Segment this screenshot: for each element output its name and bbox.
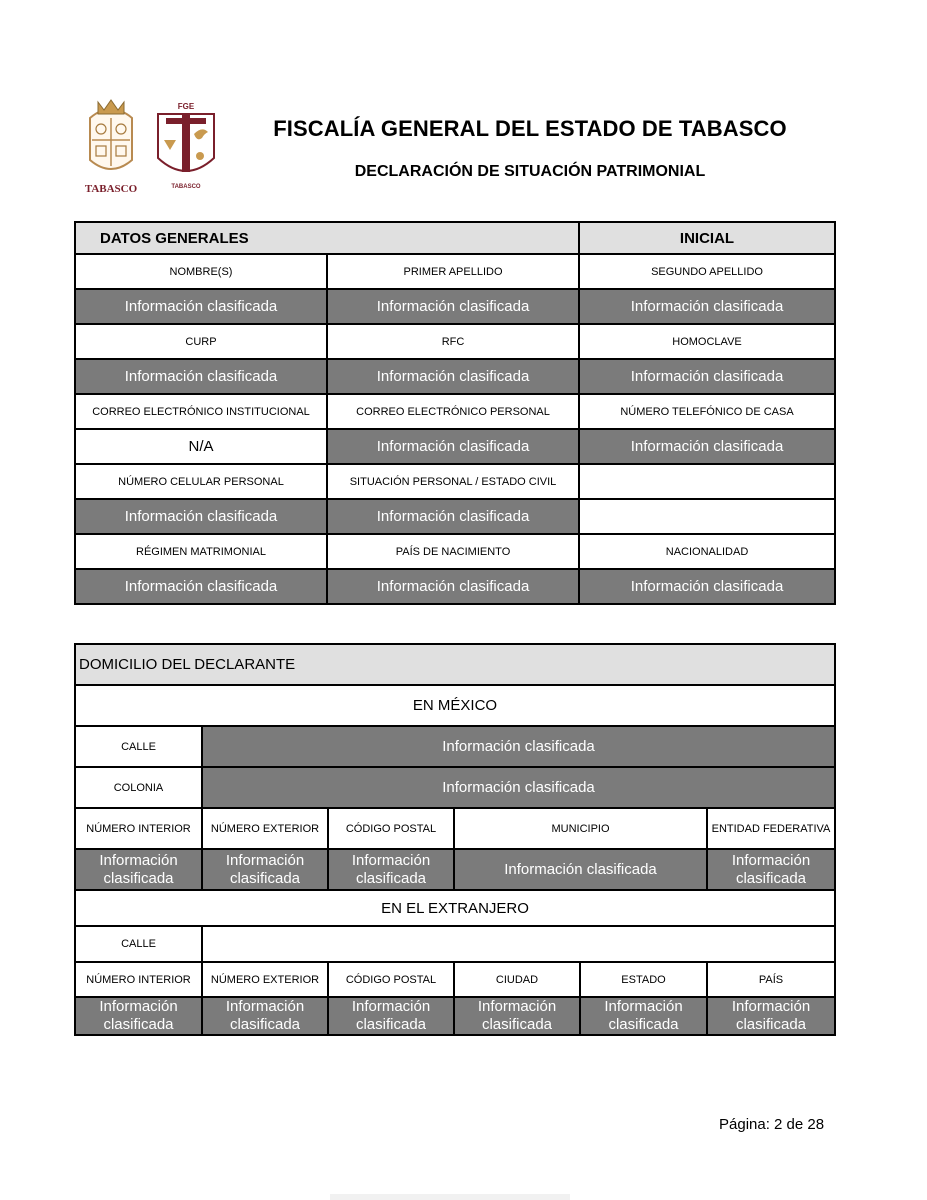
field-label: NÚMERO INTERIOR xyxy=(75,808,202,849)
field-value: Información clasificada xyxy=(327,359,579,394)
field-label: CÓDIGO POSTAL xyxy=(328,808,454,849)
field-label: NOMBRE(S) xyxy=(75,254,327,289)
field-value: Información clasificada xyxy=(202,767,835,808)
field-value: Información clasificada xyxy=(75,359,327,394)
empty-cell xyxy=(579,464,835,499)
footer-divider xyxy=(330,1194,570,1200)
field-value: Información clasificada xyxy=(579,569,835,604)
svg-text:TABASCO: TABASCO xyxy=(84,183,138,195)
field-value: Información clasificada xyxy=(579,429,835,464)
svg-text:FGE: FGE xyxy=(177,102,195,111)
field-value: Información clasificada xyxy=(327,289,579,324)
field-value xyxy=(202,926,835,962)
field-value: Información clasificada xyxy=(75,849,202,890)
field-label: ESTADO xyxy=(580,962,707,997)
field-label: CÓDIGO POSTAL xyxy=(328,962,454,997)
subsection-title: EN EL EXTRANJERO xyxy=(75,890,835,926)
field-label: ENTIDAD FEDERATIVA xyxy=(707,808,835,849)
field-label: CORREO ELECTRÓNICO PERSONAL xyxy=(327,394,579,429)
field-label: CALLE xyxy=(75,926,202,962)
field-value: Información clasificada xyxy=(454,849,707,890)
field-value: Información clasificada xyxy=(202,849,328,890)
field-value: Información clasificada xyxy=(328,849,454,890)
field-value: Información clasificada xyxy=(579,359,835,394)
field-label: NACIONALIDAD xyxy=(579,534,835,569)
fge-logo xyxy=(152,100,220,192)
field-value: Información clasificada xyxy=(202,726,835,767)
field-value: Información clasificada xyxy=(327,499,579,534)
field-label: NÚMERO INTERIOR xyxy=(75,962,202,997)
field-label: HOMOCLAVE xyxy=(579,324,835,359)
field-label: SITUACIÓN PERSONAL / ESTADO CIVIL xyxy=(327,464,579,499)
field-label: MUNICIPIO xyxy=(454,808,707,849)
field-label: RFC xyxy=(327,324,579,359)
field-value: Información clasificada xyxy=(707,997,835,1035)
document-title: FISCALÍA GENERAL DEL ESTADO DE TABASCO xyxy=(273,116,787,141)
field-label: PAÍS DE NACIMIENTO xyxy=(327,534,579,569)
field-value: Información clasificada xyxy=(75,499,327,534)
field-label: CIUDAD xyxy=(454,962,580,997)
field-value: Información clasificada xyxy=(75,569,327,604)
domicilio-table xyxy=(74,643,836,1036)
subsection-title: EN MÉXICO xyxy=(75,685,835,726)
svg-text:TABASCO: TABASCO xyxy=(171,184,201,190)
field-value: Información clasificada xyxy=(328,997,454,1035)
field-label: NÚMERO CELULAR PERSONAL xyxy=(75,464,327,499)
field-label: CURP xyxy=(75,324,327,359)
field-label: RÉGIMEN MATRIMONIAL xyxy=(75,534,327,569)
declaration-type: INICIAL xyxy=(579,222,835,254)
field-label: NÚMERO EXTERIOR xyxy=(202,962,328,997)
field-value: Información clasificada xyxy=(327,429,579,464)
field-label: NÚMERO TELEFÓNICO DE CASA xyxy=(579,394,835,429)
field-value: Información clasificada xyxy=(75,997,202,1035)
field-label: COLONIA xyxy=(75,767,202,808)
tabasco-seal-logo xyxy=(80,96,142,196)
field-label: PRIMER APELLIDO xyxy=(327,254,579,289)
field-value: Información clasificada xyxy=(327,569,579,604)
field-value: Información clasificada xyxy=(454,997,580,1035)
field-value: N/A xyxy=(75,429,327,464)
section-title: DOMICILIO DEL DECLARANTE xyxy=(75,644,835,685)
empty-cell xyxy=(579,499,835,534)
field-label: PAÍS xyxy=(707,962,835,997)
field-label: NÚMERO EXTERIOR xyxy=(202,808,328,849)
field-value: Información clasificada xyxy=(202,997,328,1035)
page-number: Página: 2 de 28 xyxy=(719,1116,825,1133)
document-subtitle: DECLARACIÓN DE SITUACIÓN PATRIMONIAL xyxy=(354,163,706,180)
section-title: DATOS GENERALES xyxy=(75,222,579,254)
field-value: Información clasificada xyxy=(579,289,835,324)
field-label: CALLE xyxy=(75,726,202,767)
field-value: Información clasificada xyxy=(75,289,327,324)
field-label: CORREO ELECTRÓNICO INSTITUCIONAL xyxy=(75,394,327,429)
datos-generales-table xyxy=(74,221,836,605)
field-value: Información clasificada xyxy=(580,997,707,1035)
field-label: SEGUNDO APELLIDO xyxy=(579,254,835,289)
field-value: Información clasificada xyxy=(707,849,835,890)
